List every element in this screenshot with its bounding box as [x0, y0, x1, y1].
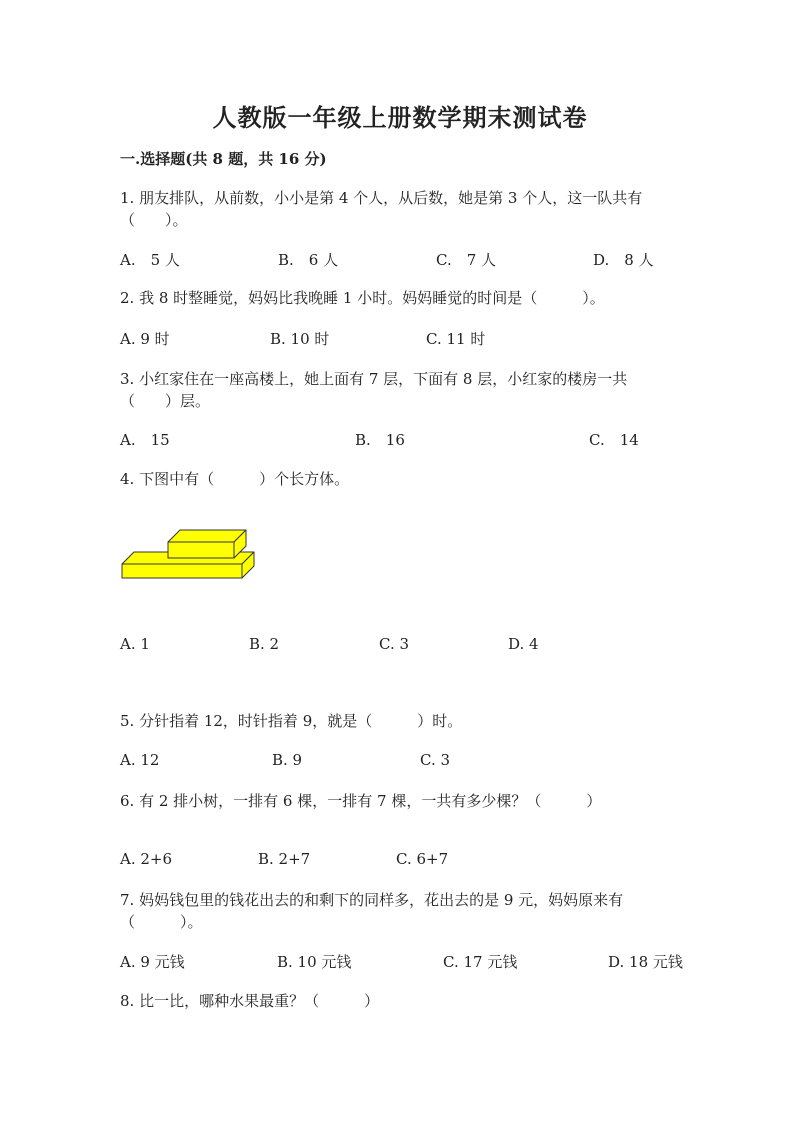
question-7-option-b[interactable]: B. 10 元钱	[277, 953, 352, 971]
section-heading: 一.选择题(共 8 题，共 16 分)	[120, 150, 327, 168]
question-7	[120, 889, 680, 933]
question-3-line-1: 3. 小红家住在一座高楼上，她上面有 7 层，下面有 8 层，小红家的楼房一共	[120, 370, 628, 388]
question-3-line-2: （ ）层。	[120, 392, 211, 410]
bottom-slab-front-face	[122, 564, 242, 578]
top-block-top-face	[168, 530, 246, 542]
question-4	[120, 468, 680, 490]
question-2-option-b[interactable]: B. 10 时	[270, 330, 330, 348]
question-4-option-a[interactable]: A. 1	[120, 635, 150, 653]
question-2-option-a[interactable]: A. 9 时	[120, 330, 170, 348]
question-5-option-c[interactable]: C. 3	[420, 751, 451, 769]
question-7-option-c[interactable]: C. 17 元钱	[443, 953, 518, 971]
question-1-option-c[interactable]: C. 7 人	[436, 251, 497, 269]
question-2-line-1: 2. 我 8 时整睡觉，妈妈比我晚睡 1 小时。妈妈睡觉的时间是（ ）。	[120, 289, 605, 307]
question-6-line-1: 6. 有 2 排小树，一排有 6 棵，一排有 7 棵，一共有多少棵？（ ）	[120, 792, 602, 810]
question-1-option-d[interactable]: D. 8 人	[593, 251, 654, 269]
top-block-front-face	[168, 542, 234, 558]
question-6	[120, 790, 680, 812]
question-1-option-a[interactable]: A. 5 人	[120, 251, 180, 269]
question-6-option-c[interactable]: C. 6+7	[396, 850, 449, 868]
question-5	[120, 710, 680, 732]
question-1-line-1: 1. 朋友排队，从前数，小小是第 4 个人，从后数，她是第 3 个人，这一队共有	[120, 189, 643, 207]
question-7-line-2: （ ）。	[120, 913, 203, 931]
question-5-option-b[interactable]: B. 9	[272, 751, 303, 769]
question-4-line-1: 4. 下图中有（ ）个长方体。	[120, 470, 350, 488]
question-7-option-a[interactable]: A. 9 元钱	[120, 953, 185, 971]
question-2-option-c[interactable]: C. 11 时	[426, 330, 486, 348]
question-8-line-1: 8. 比一比，哪种水果最重？（ ）	[120, 992, 380, 1010]
question-8	[120, 990, 680, 1012]
question-4-option-c[interactable]: C. 3	[379, 635, 410, 653]
question-4-option-b[interactable]: B. 2	[249, 635, 280, 653]
question-5-option-a[interactable]: A. 12	[120, 751, 160, 769]
question-6-option-a[interactable]: A. 2+6	[120, 850, 173, 868]
question-1-line-2: （ ）。	[120, 211, 188, 229]
question-6-option-b[interactable]: B. 2+7	[258, 850, 311, 868]
question-3	[120, 368, 680, 412]
question-3-option-c[interactable]: C. 14	[589, 431, 639, 449]
question-7-option-d[interactable]: D. 18 元钱	[608, 953, 683, 971]
question-2	[120, 287, 680, 309]
question-1	[120, 187, 680, 231]
page-title: 人教版一年级上册数学期末测试卷	[212, 103, 588, 132]
cuboid-figure	[120, 528, 260, 584]
question-1-option-b[interactable]: B. 6 人	[278, 251, 339, 269]
question-5-line-1: 5. 分针指着 12，时针指着 9，就是（ ）时。	[120, 712, 463, 730]
question-3-option-b[interactable]: B. 16	[355, 431, 405, 449]
question-3-option-a[interactable]: A. 15	[120, 431, 170, 449]
question-4-option-d[interactable]: D. 4	[508, 635, 539, 653]
question-7-line-1: 7. 妈妈钱包里的钱花出去的和剩下的同样多，花出去的是 9 元，妈妈原来有	[120, 891, 624, 909]
